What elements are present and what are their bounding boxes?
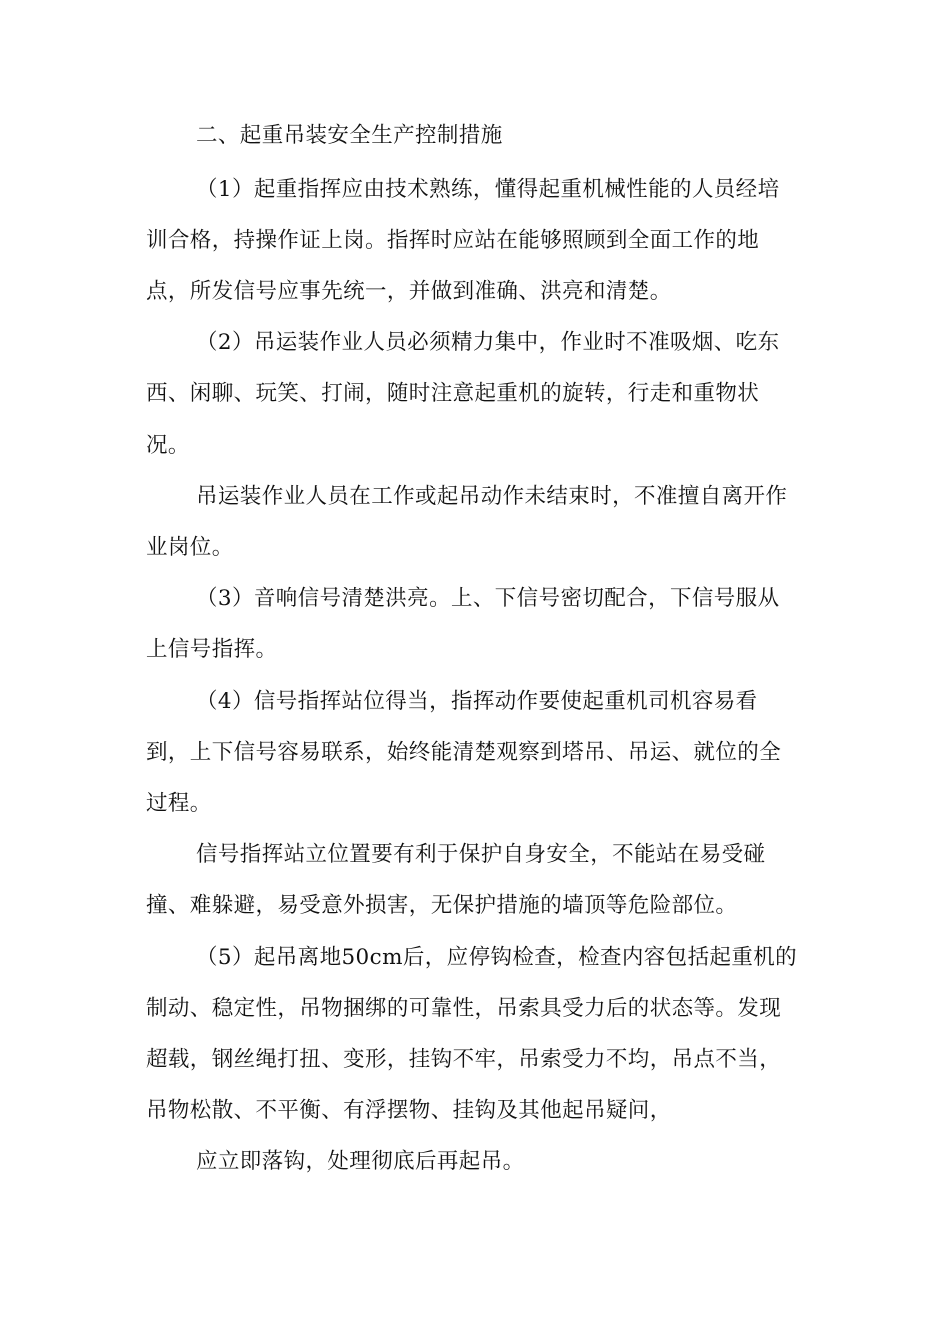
paragraph-6-line-2: 撞、难躲避，易受意外损害，无保护措施的墙顶等危险部位。 — [146, 893, 738, 918]
paragraph-1-line-1: （1）起重指挥应由技术熟练，懂得起重机械性能的人员经培 — [196, 177, 780, 202]
paragraph-7-line-4: 吊物松散、不平衡、有浮摆物、挂钩及其他起吊疑问， — [146, 1098, 672, 1123]
paragraph-3-line-2: 业岗位。 — [146, 535, 234, 560]
paragraph-3-line-1: 吊运装作业人员在工作或起吊动作未结束时，不准擅自离开作 — [196, 484, 788, 509]
paragraph-1-line-2: 训合格，持操作证上岗。指挥时应站在能够照顾到全面工作的地 — [146, 228, 760, 253]
paragraph-7-line-2: 制动、稳定性，吊物捆绑的可靠性，吊索具受力后的状态等。发现 — [146, 996, 782, 1021]
paragraph-7-line-3: 超载，钢丝绳打扭、变形，挂钩不牢，吊索受力不均，吊点不当， — [146, 1047, 782, 1072]
section-heading: 二、起重吊装安全生产控制措施 — [196, 123, 503, 148]
paragraph-7-line-1: （5）起吊离地50cm后，应停钩检查，检查内容包括起重机的 — [196, 945, 798, 970]
paragraph-5-line-3: 过程。 — [146, 791, 212, 816]
paragraph-8-line-1: 应立即落钩，处理彻底后再起吊。 — [196, 1149, 525, 1174]
paragraph-2-line-1: （2）吊运装作业人员必须精力集中，作业时不准吸烟、吃东 — [196, 330, 780, 355]
paragraph-4-line-2: 上信号指挥。 — [146, 637, 278, 662]
paragraph-1-line-3: 点，所发信号应事先统一，并做到准确、洪亮和清楚。 — [146, 279, 672, 304]
paragraph-5-line-2: 到，上下信号容易联系，始终能清楚观察到塔吊、吊运、就位的全 — [146, 740, 782, 765]
paragraph-4-line-1: （3）音响信号清楚洪亮。上、下信号密切配合，下信号服从 — [196, 586, 780, 611]
paragraph-5-line-1: （4）信号指挥站位得当，指挥动作要使起重机司机容易看 — [196, 689, 758, 714]
paragraph-2-line-3: 况。 — [146, 433, 190, 458]
paragraph-6-line-1: 信号指挥站立位置要有利于保护自身安全，不能站在易受碰 — [196, 842, 766, 867]
paragraph-2-line-2: 西、闲聊、玩笑、打闹，随时注意起重机的旋转，行走和重物状 — [146, 381, 760, 406]
